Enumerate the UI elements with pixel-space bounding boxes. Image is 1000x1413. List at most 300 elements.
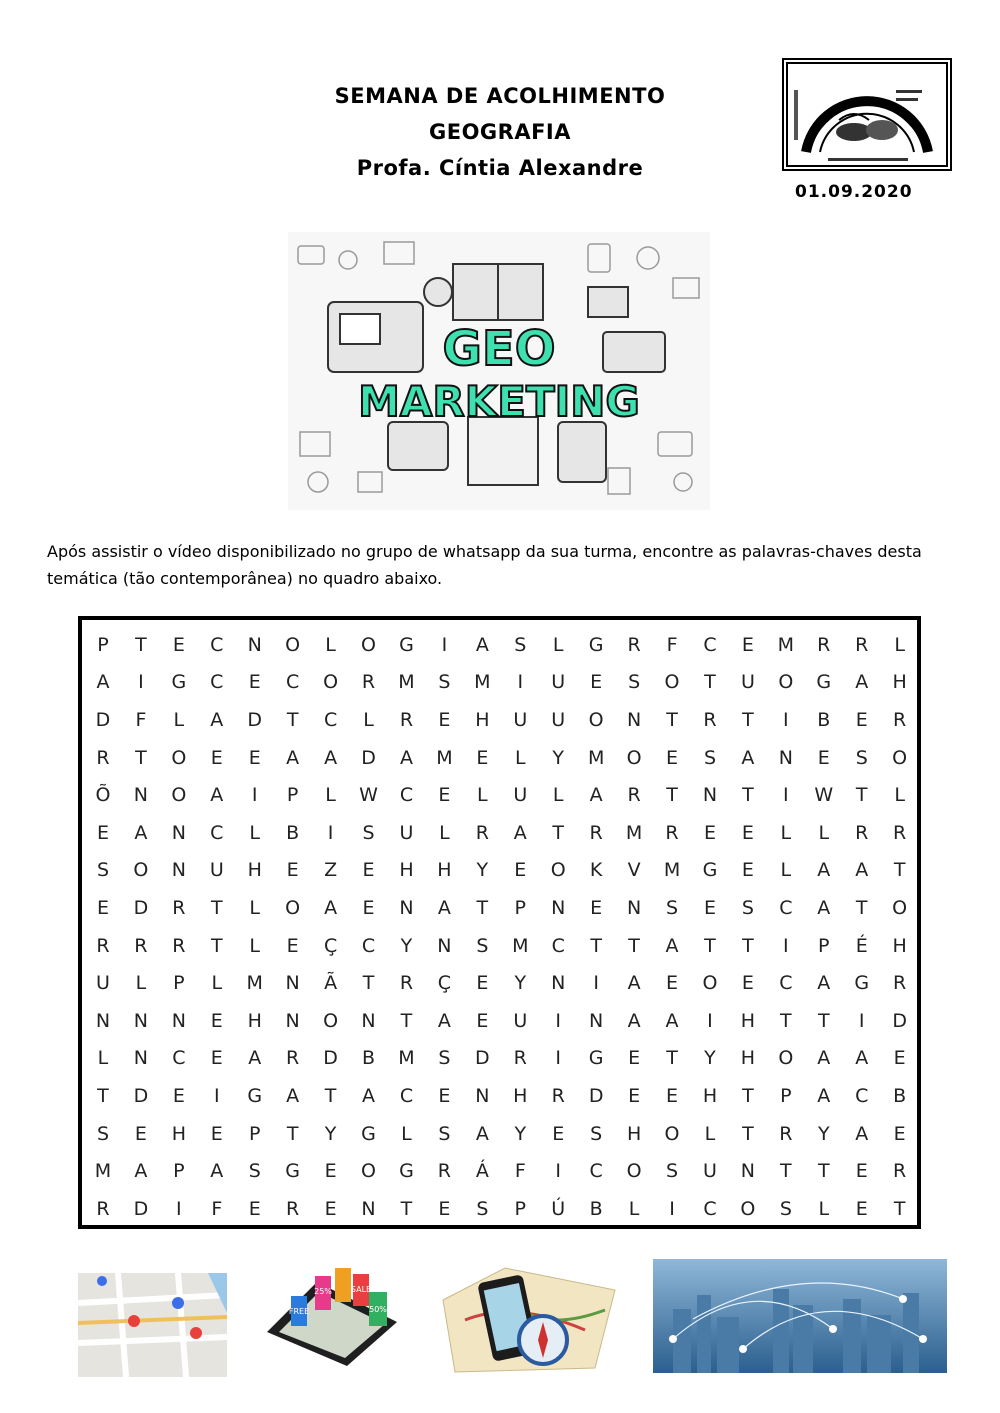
grid-letter[interactable]: A	[817, 1047, 831, 1070]
grid-letter[interactable]: I	[783, 934, 789, 957]
grid-letter[interactable]: N	[399, 896, 414, 919]
grid-letter[interactable]: E	[248, 671, 261, 694]
grid-letter[interactable]: A	[817, 859, 831, 882]
grid-letter[interactable]: M	[625, 821, 643, 844]
grid-letter[interactable]: I	[858, 1009, 865, 1032]
grid-letter[interactable]: U	[740, 671, 755, 694]
grid-letter[interactable]: G	[285, 1160, 301, 1183]
grid-letter[interactable]: A	[286, 1084, 300, 1107]
grid-letter[interactable]: T	[742, 934, 754, 957]
grid-letter[interactable]: T	[666, 1047, 678, 1070]
grid-letter[interactable]: E	[552, 1122, 565, 1145]
grid-letter[interactable]: R	[172, 934, 186, 957]
grid-letter[interactable]: N	[285, 1009, 300, 1032]
grid-letter[interactable]: I	[327, 821, 334, 844]
grid-letter[interactable]: C	[361, 934, 376, 957]
grid-letter[interactable]: E	[438, 784, 451, 807]
grid-letter[interactable]: G	[588, 633, 604, 656]
grid-letter[interactable]: E	[362, 859, 375, 882]
grid-letter[interactable]: E	[741, 821, 754, 844]
grid-letter[interactable]: A	[210, 1160, 224, 1183]
grid-letter[interactable]: A	[855, 1122, 869, 1145]
grid-letter[interactable]: R	[703, 708, 717, 731]
grid-letter[interactable]: Á	[475, 1160, 489, 1183]
grid-letter[interactable]: M	[587, 746, 605, 769]
grid-letter[interactable]: V	[627, 859, 641, 882]
grid-letter[interactable]: E	[210, 1009, 223, 1032]
grid-letter[interactable]: H	[892, 934, 907, 957]
grid-letter[interactable]: I	[783, 784, 789, 807]
grid-letter[interactable]: Y	[476, 859, 489, 882]
grid-letter[interactable]: O	[171, 746, 187, 769]
grid-letter[interactable]: O	[892, 746, 908, 769]
grid-letter[interactable]: O	[323, 1009, 339, 1032]
grid-letter[interactable]: O	[361, 1160, 377, 1183]
grid-letter[interactable]: U	[551, 671, 566, 694]
grid-letter[interactable]: C	[323, 708, 338, 731]
grid-letter[interactable]: T	[286, 708, 299, 731]
grid-letter[interactable]: E	[628, 1047, 641, 1070]
grid-letter[interactable]: L	[514, 746, 526, 769]
grid-letter[interactable]: T	[552, 821, 565, 844]
grid-letter[interactable]: U	[399, 821, 414, 844]
grid-letter[interactable]: L	[628, 1197, 640, 1220]
grid-letter[interactable]: U	[513, 784, 528, 807]
grid-letter[interactable]: I	[176, 1197, 182, 1220]
grid-letter[interactable]: E	[855, 1197, 868, 1220]
grid-letter[interactable]: E	[741, 633, 754, 656]
grid-letter[interactable]: A	[475, 1122, 489, 1145]
grid-letter[interactable]: E	[362, 896, 375, 919]
grid-letter[interactable]: S	[779, 1197, 792, 1220]
grid-letter[interactable]: N	[702, 784, 718, 807]
grid-letter[interactable]: N	[551, 972, 566, 995]
grid-letter[interactable]: R	[361, 671, 376, 694]
grid-letter[interactable]: E	[438, 1197, 451, 1220]
grid-letter[interactable]: M	[436, 746, 453, 769]
grid-letter[interactable]: P	[97, 633, 109, 656]
grid-letter[interactable]: B	[817, 708, 831, 731]
grid-letter[interactable]: D	[323, 1047, 338, 1070]
grid-letter[interactable]: A	[134, 821, 148, 844]
grid-letter[interactable]: R	[286, 1197, 300, 1220]
grid-letter[interactable]: M	[398, 1047, 415, 1070]
grid-letter[interactable]: A	[286, 746, 300, 769]
grid-letter[interactable]: N	[171, 1009, 186, 1032]
grid-letter[interactable]: H	[626, 1122, 642, 1145]
grid-letter[interactable]: L	[780, 821, 792, 844]
grid-letter[interactable]: G	[361, 1122, 376, 1145]
grid-letter[interactable]: E	[210, 1122, 223, 1145]
grid-letter[interactable]: L	[439, 821, 450, 844]
grid-letter[interactable]: P	[248, 1122, 261, 1145]
grid-letter[interactable]: C	[172, 1047, 186, 1070]
grid-letter[interactable]: A	[248, 1047, 262, 1070]
grid-letter[interactable]: S	[514, 633, 527, 656]
grid-letter[interactable]: Ç	[437, 972, 452, 995]
grid-letter[interactable]: G	[171, 671, 187, 694]
grid-letter[interactable]: O	[588, 708, 604, 731]
grid-letter[interactable]: L	[477, 784, 488, 807]
grid-letter[interactable]: A	[513, 821, 527, 844]
grid-letter[interactable]: L	[249, 934, 261, 957]
grid-letter[interactable]: D	[95, 708, 111, 731]
grid-letter[interactable]: I	[555, 1047, 562, 1070]
grid-letter[interactable]: E	[855, 1160, 868, 1183]
grid-letter[interactable]: H	[892, 671, 907, 694]
grid-letter[interactable]: O	[171, 784, 187, 807]
grid-letter[interactable]: N	[171, 859, 186, 882]
grid-letter[interactable]: T	[362, 972, 375, 995]
grid-letter[interactable]: R	[893, 708, 907, 731]
grid-letter[interactable]: N	[95, 1009, 111, 1032]
grid-letter[interactable]: I	[555, 1009, 562, 1032]
grid-letter[interactable]: Y	[324, 1122, 337, 1145]
grid-letter[interactable]: S	[855, 746, 868, 769]
grid-letter[interactable]: L	[363, 708, 374, 731]
grid-letter[interactable]: H	[740, 1009, 756, 1032]
grid-letter[interactable]: E	[666, 746, 679, 769]
grid-letter[interactable]: P	[173, 1160, 185, 1183]
grid-letter[interactable]: H	[702, 1084, 718, 1107]
grid-letter[interactable]: T	[855, 784, 868, 807]
grid-letter[interactable]: N	[626, 896, 642, 919]
grid-letter[interactable]: S	[96, 859, 109, 882]
grid-letter[interactable]: A	[210, 784, 224, 807]
grid-letter[interactable]: L	[325, 633, 336, 656]
grid-letter[interactable]: O	[702, 972, 718, 995]
grid-letter[interactable]: N	[247, 633, 262, 656]
grid-letter[interactable]: W	[359, 784, 378, 807]
grid-letter[interactable]: T	[666, 784, 678, 807]
grid-letter[interactable]: E	[324, 1197, 337, 1220]
grid-letter[interactable]: L	[135, 972, 147, 995]
grid-letter[interactable]: C	[210, 633, 224, 656]
grid-letter[interactable]: R	[817, 633, 831, 656]
grid-letter[interactable]: A	[741, 746, 755, 769]
grid-letter[interactable]: C	[551, 934, 565, 957]
grid-letter[interactable]: N	[626, 708, 642, 731]
grid-letter[interactable]: M	[398, 671, 415, 694]
grid-letter[interactable]: G	[247, 1084, 263, 1107]
grid-letter[interactable]: R	[627, 784, 641, 807]
grid-letter[interactable]: A	[96, 671, 110, 694]
grid-letter[interactable]: U	[96, 972, 110, 995]
grid-letter[interactable]: O	[778, 671, 794, 694]
grid-letter[interactable]: A	[627, 972, 641, 995]
grid-letter[interactable]: E	[210, 746, 223, 769]
grid-letter[interactable]: C	[589, 1160, 603, 1183]
grid-letter[interactable]: Y	[704, 1047, 716, 1070]
grid-letter[interactable]: T	[817, 1160, 830, 1183]
grid-letter[interactable]: L	[249, 821, 261, 844]
grid-letter[interactable]: E	[210, 1047, 223, 1070]
grid-letter[interactable]: M	[474, 671, 491, 694]
grid-letter[interactable]: T	[742, 784, 754, 807]
grid-letter[interactable]: R	[96, 1197, 110, 1220]
grid-letter[interactable]: M	[94, 1160, 112, 1183]
grid-letter[interactable]: L	[97, 1047, 109, 1070]
grid-letter[interactable]: N	[133, 784, 149, 807]
grid-letter[interactable]: T	[135, 633, 147, 656]
grid-letter[interactable]: C	[855, 1084, 869, 1107]
grid-letter[interactable]: R	[779, 1122, 793, 1145]
grid-letter[interactable]: I	[593, 972, 599, 995]
grid-letter[interactable]: G	[702, 859, 718, 882]
grid-letter[interactable]: P	[173, 972, 185, 995]
grid-letter[interactable]: E	[286, 859, 299, 882]
grid-letter[interactable]: A	[855, 671, 869, 694]
grid-letter[interactable]: R	[893, 972, 907, 995]
grid-letter[interactable]: C	[399, 784, 414, 807]
grid-letter[interactable]: I	[517, 671, 524, 694]
grid-letter[interactable]: O	[361, 633, 377, 656]
grid-letter[interactable]: N	[475, 1084, 490, 1107]
grid-letter[interactable]: K	[589, 859, 603, 882]
grid-letter[interactable]: T	[855, 896, 868, 919]
grid-letter[interactable]: E	[628, 1084, 641, 1107]
grid-letter[interactable]: I	[251, 784, 258, 807]
grid-letter[interactable]: S	[741, 896, 754, 919]
grid-letter[interactable]: R	[399, 708, 414, 731]
grid-letter[interactable]: R	[627, 633, 641, 656]
grid-letter[interactable]: I	[783, 708, 789, 731]
grid-letter[interactable]: O	[133, 859, 149, 882]
grid-letter[interactable]: M	[777, 633, 795, 656]
grid-letter[interactable]: F	[135, 708, 147, 731]
grid-letter[interactable]: E	[590, 896, 603, 919]
grid-letter[interactable]: N	[740, 1160, 756, 1183]
grid-letter[interactable]: H	[399, 859, 414, 882]
grid-letter[interactable]: Õ	[95, 784, 111, 807]
grid-letter[interactable]: R	[665, 821, 679, 844]
grid-letter[interactable]: M	[663, 859, 681, 882]
grid-letter[interactable]: O	[626, 1160, 642, 1183]
grid-letter[interactable]: E	[172, 1084, 185, 1107]
grid-letter[interactable]: S	[666, 1160, 679, 1183]
grid-letter[interactable]: T	[400, 1009, 413, 1032]
grid-letter[interactable]: Y	[552, 746, 565, 769]
grid-letter[interactable]: P	[286, 784, 299, 807]
grid-letter[interactable]: T	[476, 896, 489, 919]
grid-letter[interactable]: W	[814, 784, 834, 807]
grid-letter[interactable]: D	[133, 1197, 149, 1220]
grid-letter[interactable]: N	[171, 821, 186, 844]
grid-letter[interactable]: E	[893, 1122, 906, 1145]
grid-letter[interactable]: E	[438, 1084, 451, 1107]
grid-letter[interactable]: A	[665, 934, 679, 957]
grid-letter[interactable]: I	[213, 1084, 220, 1107]
grid-letter[interactable]: L	[249, 896, 261, 919]
grid-letter[interactable]: O	[778, 1047, 794, 1070]
grid-letter[interactable]: S	[590, 1122, 603, 1145]
grid-letter[interactable]: A	[134, 1160, 148, 1183]
grid-letter[interactable]: B	[589, 1197, 603, 1220]
grid-letter[interactable]: E	[590, 671, 603, 694]
grid-letter[interactable]: T	[400, 1197, 413, 1220]
grid-letter[interactable]: L	[173, 708, 185, 731]
grid-letter[interactable]: H	[171, 1122, 186, 1145]
grid-letter[interactable]: G	[816, 671, 832, 694]
grid-letter[interactable]: E	[666, 1084, 679, 1107]
grid-letter[interactable]: T	[780, 1160, 792, 1183]
grid-letter[interactable]: T	[590, 934, 602, 957]
grid-letter[interactable]: O	[664, 1122, 680, 1145]
grid-letter[interactable]: C	[210, 821, 224, 844]
grid-letter[interactable]: N	[133, 1009, 149, 1032]
grid-letter[interactable]: N	[551, 896, 566, 919]
grid-letter[interactable]: A	[475, 633, 489, 656]
grid-letter[interactable]: U	[551, 708, 566, 731]
grid-letter[interactable]: T	[628, 934, 640, 957]
grid-letter[interactable]: Ã	[324, 972, 338, 995]
grid-letter[interactable]: B	[362, 1047, 376, 1070]
grid-letter[interactable]: E	[248, 1197, 261, 1220]
grid-letter[interactable]: N	[437, 934, 452, 957]
grid-letter[interactable]: S	[438, 1047, 451, 1070]
grid-letter[interactable]: E	[248, 746, 261, 769]
grid-letter[interactable]: N	[589, 1009, 604, 1032]
grid-letter[interactable]: P	[514, 1197, 527, 1220]
grid-letter[interactable]: C	[399, 1084, 414, 1107]
grid-letter[interactable]: S	[96, 1122, 109, 1145]
grid-letter[interactable]: R	[893, 821, 907, 844]
grid-letter[interactable]: O	[892, 896, 908, 919]
grid-letter[interactable]: S	[438, 671, 451, 694]
grid-letter[interactable]: N	[361, 1197, 376, 1220]
grid-letter[interactable]: N	[361, 1009, 376, 1032]
grid-letter[interactable]: I	[138, 671, 144, 694]
grid-letter[interactable]: R	[399, 972, 414, 995]
grid-letter[interactable]: B	[286, 821, 300, 844]
grid-letter[interactable]: E	[741, 859, 754, 882]
grid-letter[interactable]: I	[707, 1009, 713, 1032]
grid-letter[interactable]: I	[669, 1197, 675, 1220]
grid-letter[interactable]: L	[894, 633, 905, 656]
grid-letter[interactable]: H	[475, 708, 490, 731]
grid-letter[interactable]: R	[855, 633, 869, 656]
grid-letter[interactable]: S	[628, 671, 641, 694]
grid-letter[interactable]: R	[437, 1160, 451, 1183]
grid-letter[interactable]: E	[286, 934, 299, 957]
grid-letter[interactable]: T	[742, 1084, 754, 1107]
grid-letter[interactable]: Y	[817, 1122, 830, 1145]
grid-letter[interactable]: R	[475, 821, 489, 844]
grid-letter[interactable]: U	[703, 1160, 717, 1183]
grid-letter[interactable]: T	[135, 746, 147, 769]
grid-letter[interactable]: P	[514, 896, 527, 919]
grid-letter[interactable]: T	[704, 671, 716, 694]
grid-letter[interactable]: A	[324, 746, 338, 769]
grid-letter[interactable]: S	[438, 1122, 451, 1145]
grid-letter[interactable]: L	[211, 972, 223, 995]
grid-letter[interactable]: F	[666, 633, 678, 656]
grid-letter[interactable]: O	[285, 896, 301, 919]
grid-letter[interactable]: T	[742, 1122, 754, 1145]
grid-letter[interactable]: E	[741, 972, 754, 995]
grid-letter[interactable]: Y	[514, 1122, 527, 1145]
grid-letter[interactable]: A	[627, 1009, 641, 1032]
grid-letter[interactable]: B	[893, 1084, 907, 1107]
grid-letter[interactable]: D	[588, 1084, 604, 1107]
grid-letter[interactable]: R	[551, 1084, 565, 1107]
grid-letter[interactable]: H	[437, 859, 452, 882]
grid-letter[interactable]: U	[513, 1009, 528, 1032]
grid-letter[interactable]: R	[855, 821, 869, 844]
grid-letter[interactable]: I	[441, 633, 448, 656]
grid-letter[interactable]: E	[96, 821, 109, 844]
grid-letter[interactable]: L	[780, 859, 792, 882]
grid-letter[interactable]: S	[476, 934, 489, 957]
grid-letter[interactable]: T	[324, 1084, 337, 1107]
grid-letter[interactable]: T	[210, 896, 223, 919]
grid-letter[interactable]: M	[246, 972, 263, 995]
grid-letter[interactable]: N	[778, 746, 793, 769]
grid-letter[interactable]: H	[513, 1084, 528, 1107]
grid-letter[interactable]: E	[666, 972, 679, 995]
grid-letter[interactable]: E	[476, 746, 489, 769]
grid-letter[interactable]: A	[362, 1084, 376, 1107]
grid-letter[interactable]: O	[323, 671, 339, 694]
grid-letter[interactable]: D	[892, 1009, 907, 1032]
grid-letter[interactable]: Ç	[323, 934, 338, 957]
grid-letter[interactable]: É	[855, 934, 868, 957]
grid-letter[interactable]: U	[513, 708, 528, 731]
grid-letter[interactable]: O	[285, 633, 301, 656]
grid-letter[interactable]: T	[286, 1122, 299, 1145]
grid-letter[interactable]: U	[209, 859, 224, 882]
grid-letter[interactable]: E	[893, 1047, 906, 1070]
grid-letter[interactable]: I	[555, 1160, 562, 1183]
grid-letter[interactable]: C	[779, 972, 793, 995]
grid-letter[interactable]: A	[817, 972, 831, 995]
grid-letter[interactable]: G	[854, 972, 870, 995]
grid-letter[interactable]: T	[210, 934, 223, 957]
grid-letter[interactable]: E	[855, 708, 868, 731]
grid-letter[interactable]: G	[399, 1160, 414, 1183]
grid-letter[interactable]: R	[172, 896, 186, 919]
grid-letter[interactable]: R	[589, 821, 603, 844]
grid-letter[interactable]: S	[476, 1197, 489, 1220]
grid-letter[interactable]: D	[475, 1047, 490, 1070]
grid-letter[interactable]: G	[588, 1047, 604, 1070]
grid-letter[interactable]: A	[665, 1009, 679, 1032]
grid-letter[interactable]: S	[666, 896, 679, 919]
grid-letter[interactable]: L	[401, 1122, 412, 1145]
grid-letter[interactable]: N	[285, 972, 300, 995]
grid-letter[interactable]: A	[210, 708, 224, 731]
grid-letter[interactable]: E	[96, 896, 109, 919]
grid-letter[interactable]: T	[742, 708, 754, 731]
grid-letter[interactable]: E	[324, 1160, 337, 1183]
grid-letter[interactable]: C	[210, 671, 224, 694]
grid-letter[interactable]: R	[96, 934, 110, 957]
grid-letter[interactable]: R	[286, 1047, 300, 1070]
grid-letter[interactable]: L	[552, 784, 564, 807]
grid-letter[interactable]: T	[893, 859, 906, 882]
grid-letter[interactable]: E	[134, 1122, 147, 1145]
grid-letter[interactable]: R	[893, 1160, 907, 1183]
grid-letter[interactable]: A	[437, 896, 451, 919]
grid-letter[interactable]: R	[96, 746, 110, 769]
grid-letter[interactable]: P	[780, 1084, 792, 1107]
grid-letter[interactable]: O	[550, 859, 566, 882]
grid-letter[interactable]: E	[438, 708, 451, 731]
grid-letter[interactable]: A	[589, 784, 603, 807]
grid-letter[interactable]: H	[740, 1047, 756, 1070]
grid-letter[interactable]: A	[324, 896, 338, 919]
grid-letter[interactable]: A	[855, 1047, 869, 1070]
